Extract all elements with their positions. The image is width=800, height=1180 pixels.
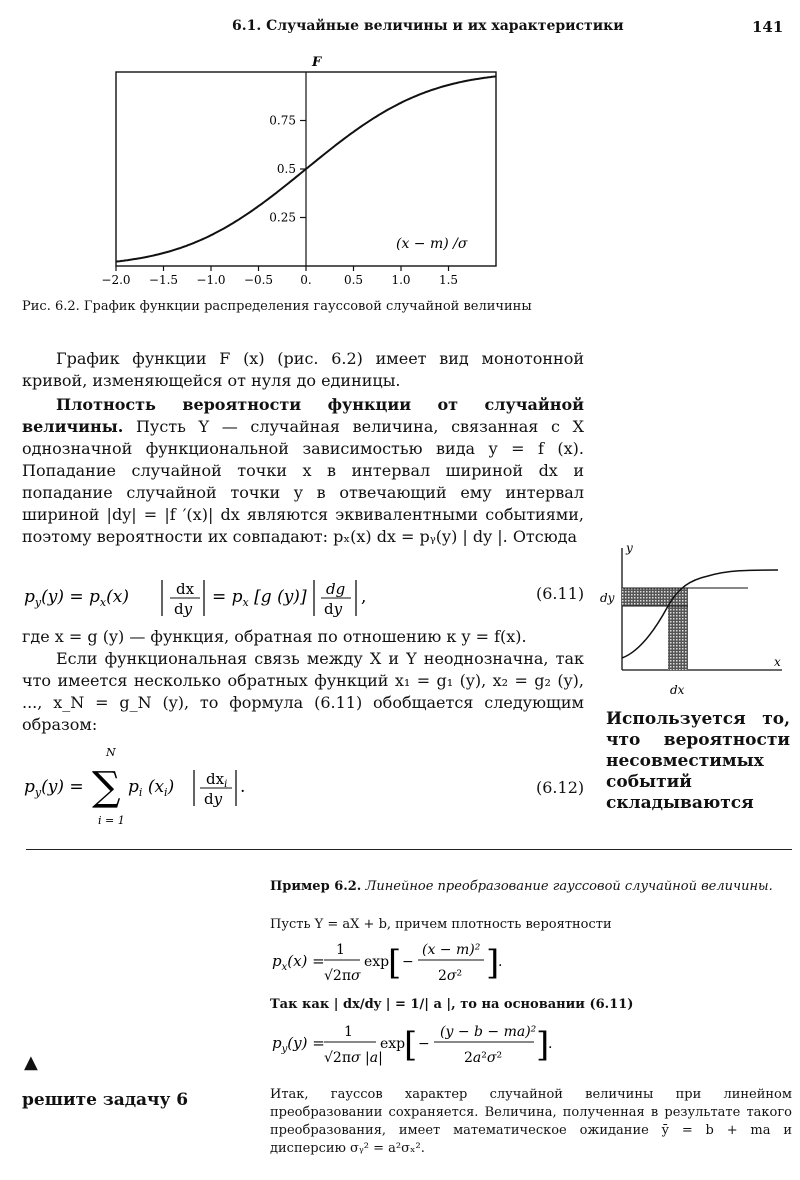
y-tick-label: 0.25 [269, 210, 296, 225]
example-equation-1 [272, 934, 532, 990]
paragraph-1: График функции F (x) (рис. 6.2) имеет вид монотонной кривой, изменяющейся от нуля до единицы. [22, 349, 584, 390]
paragraph-2 [22, 394, 584, 548]
example-title [270, 878, 790, 896]
svg-text:exp: exp [364, 954, 390, 970]
example-title-italic: Линейное преобразование гауссовой случайной величины. [361, 879, 773, 894]
svg-text:dxi: $dx_i$ [206, 770, 228, 790]
x-tick-label: 0. [300, 273, 312, 287]
svg-text:(y − b − ma)²: (y − b − ma)² [440, 1024, 537, 1040]
side-curve [622, 570, 778, 658]
svg-text:.: . [240, 777, 246, 797]
x-tick-label: −1.0 [196, 273, 226, 287]
section-divider [26, 849, 792, 850]
page-number: 141 [752, 18, 784, 36]
example-line-2: Так как | dx/dy | = 1/| a |, то на основании (6.11) [270, 997, 634, 1012]
x-tick-label: −2.0 [101, 273, 131, 287]
svg-text:.: . [498, 954, 503, 970]
example-conclusion: Итак, гауссов характер случайной величины при линейном преобразовании сохраняется. Величина, полученная в результате такого преобразования, имеет математическое ожидание ȳ = b + ma и дисперсию σᵧ² = a²σₓ². [270, 1087, 792, 1156]
side-diagram [598, 540, 788, 700]
svg-text:exp: exp [380, 1036, 406, 1052]
svg-text:[: [ [388, 943, 402, 983]
svg-text:.: . [548, 1036, 553, 1052]
x-tick-label: −0.5 [243, 273, 274, 287]
svg-text:py(y) =: $p_y(y)$ = [24, 777, 84, 799]
svg-text:py(y) = px(x): $p_y(y) = p_x(x)$ [24, 587, 129, 609]
svg-text:[: [ [404, 1025, 418, 1065]
side-dx-label: dx [670, 683, 685, 697]
svg-text:dy: dy [204, 790, 223, 808]
svg-text:px(x) =: $p_x(x)$ = [272, 952, 325, 973]
svg-text:dx: dx [176, 580, 195, 598]
y-tick-label: 0.5 [276, 162, 296, 176]
side-dy-label: dy [600, 591, 615, 605]
svg-text:√2πσ: √2πσ [324, 968, 361, 984]
svg-text:dg: dg [326, 580, 346, 598]
svg-text:pi (xi): $p_i$ $(x_i)$ [128, 777, 175, 799]
x-tick-label: 1.0 [391, 273, 411, 287]
paragraph-2-text: Пусть Y — случайная величина, связанная с X однозначной функциональной зависимостью вида y = f (x). Попадание случайной точки x в интервал шириной dx и попадание случайной точки y в отвечающий ему интервал шириной |dy| = |f ′(x)| dx являются эквивалентными событиями, поэтому вероятности их совпадают: pₓ(x) dx = pᵧ(y) | dy |. Отсюда [22, 417, 584, 546]
x-tick-label: 1.5 [438, 273, 459, 287]
paragraph-4: Если функциональная связь между X и Y неоднозначна, так что имеется несколько обратных функций x₁ = g₁ (y), x₂ = g₂ (y), ..., x_N = g_N (y), то формула (6.11) обобщается следующим образом: [22, 649, 584, 734]
svg-text:py(y) =: $p_y(y)$ = [272, 1034, 325, 1055]
example-equation-2 [272, 1016, 572, 1072]
example-title-bold: Пример 6.2. [270, 879, 362, 894]
svg-text:2a²σ²: 2a²σ² [464, 1050, 503, 1066]
svg-text:∑: ∑ [92, 764, 121, 810]
svg-text:]: ] [536, 1025, 550, 1065]
equation-6-12 [24, 742, 344, 826]
side-x-label: x [774, 655, 781, 669]
svg-text:(x − m)²: (x − m)² [422, 942, 481, 958]
equation-6-11 [24, 574, 484, 618]
triangle-marker-icon: ▲ [24, 1052, 38, 1073]
y-axis-label: F [312, 55, 322, 70]
svg-text:dy: dy [174, 600, 193, 618]
svg-text:dy: dy [324, 600, 343, 618]
paragraph-3: где x = g (y) — функция, обратная по отношению к y = f(x). [22, 627, 527, 646]
svg-text:−: − [418, 1036, 430, 1052]
svg-text:√2πσ |a|: √2πσ |a| [324, 1050, 383, 1066]
y-tick-label: 0.75 [269, 113, 296, 128]
margin-task-note: решите задачу 6 [22, 1090, 189, 1110]
x-tick-label: −1.5 [148, 273, 179, 287]
equation-6-12-number: (6.12) [536, 778, 585, 797]
svg-text:]: ] [486, 943, 500, 983]
x-tick-label: 0.5 [343, 273, 364, 287]
svg-text:,: , [361, 587, 367, 607]
equation-6-11-number: (6.11) [536, 584, 585, 603]
svg-text:2σ²: 2σ² [438, 968, 463, 984]
svg-text:−: − [402, 954, 414, 970]
side-note: Используется то, что вероятности несовместимых событий складываются [606, 709, 790, 813]
svg-text:= px [g (y)]: = $p_x$ [g (y)] [212, 587, 307, 609]
svg-text:1: 1 [344, 1024, 353, 1040]
figure-caption: Рис. 6.2. График функции распределения гауссовой случайной величины [22, 299, 532, 314]
example-line-1: Пусть Y = aX + b, причем плотность вероятности [270, 917, 612, 932]
running-header: 6.1. Случайные величины и их характеристики [232, 18, 624, 34]
svg-text:1: 1 [336, 942, 345, 958]
paragraph-2-heading: Плотность вероятности функции от случайной величины. [22, 395, 584, 436]
side-y-label: y [626, 541, 633, 555]
cdf-chart [96, 52, 516, 292]
x-axis-label: (x − m) /σ [396, 236, 468, 252]
svg-text:N: N [106, 746, 116, 759]
svg-text:i = 1: i = 1 [98, 814, 125, 827]
